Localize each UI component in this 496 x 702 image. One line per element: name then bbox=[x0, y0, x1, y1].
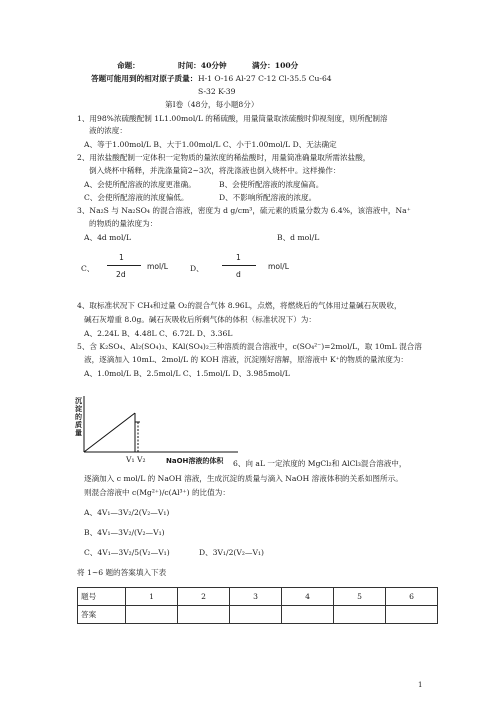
atomic-mass-values-1: H-1 O-16 Al-27 C-12 Cl-35.5 Cu-64 bbox=[198, 74, 332, 83]
answer-table-number: 2 bbox=[178, 588, 230, 606]
chart-tick-v2: V₂ bbox=[137, 455, 146, 464]
q5-stem-2: 液，逐滴加入 10mL、2mol/L 的 KOH 溶液，沉淀刚好溶解，原溶液中 K⁺的物质的量浓度为： bbox=[84, 355, 409, 364]
answer-cell[interactable] bbox=[126, 606, 178, 624]
q2-option-d: D、不影响所配溶液的浓度。 bbox=[219, 193, 317, 202]
q2-option-a: A、会使所配溶液的浓度更准确。 bbox=[84, 180, 196, 189]
answer-cell[interactable] bbox=[282, 606, 334, 624]
q3-option-d-fraction-bar bbox=[222, 265, 256, 266]
q3-option-c-label: C、 bbox=[81, 264, 95, 273]
q6-option-a: A、4V₁—3V₂/2(V₂—V₁) bbox=[84, 508, 170, 517]
q6-option-d: D、3V₁/2(V₂—V₁) bbox=[199, 548, 265, 557]
atomic-mass-values-2: S-32 K-39 bbox=[198, 87, 236, 96]
answer-cell[interactable] bbox=[334, 606, 386, 624]
section-title: 第Ⅰ卷（48分，每小题8分） bbox=[165, 100, 259, 109]
answer-table-number: 6 bbox=[386, 588, 438, 606]
q3-stem-2: 的物质的量浓度为： bbox=[89, 219, 158, 228]
q1-stem-1: 1、用98%浓硫酸配制 1L1.00mol/L 的稀硫酸，用量筒量取浓硫酸时仰视刻度，则所配制溶 bbox=[77, 114, 388, 123]
answer-table-number: 1 bbox=[126, 588, 178, 606]
q1-options: A、等于1.00mol/L B、大于1.00mol/L C、小于1.00mol/L D、无法确定 bbox=[84, 140, 337, 149]
q6-stem-2: 逐滴加入 c mol/L 的 NaOH 溶液，生成沉淀的质量与滴入 NaOH 溶液体积的关系如图所示。 bbox=[84, 474, 403, 483]
q3-option-c-unit: mol/L bbox=[147, 262, 168, 271]
q2-option-c: C、会使所配溶液的浓度偏低。 bbox=[84, 193, 189, 202]
exam-full-score: 满分：100分 bbox=[252, 61, 299, 70]
chart-x-label: NaOH溶液的体积 bbox=[166, 457, 224, 465]
answer-table-number: 4 bbox=[282, 588, 334, 606]
answer-cell[interactable] bbox=[386, 606, 438, 624]
q2-stem-2: 倒入烧杯中稀释，并洗涤量筒2~3次，将洗涤液也倒入烧杯中。这样操作： bbox=[89, 166, 341, 175]
q2-stem-1: 2、用浓盐酸配制一定体积一定物质的量浓度的稀盐酸时，用量筒准确量取所需浓盐酸， bbox=[77, 153, 371, 162]
answer-cell[interactable] bbox=[178, 606, 230, 624]
q3-option-a: A、4d mol/L bbox=[84, 233, 131, 242]
q2-option-b: B、会使所配溶液的浓度偏高。 bbox=[219, 180, 324, 189]
answer-cell[interactable] bbox=[230, 606, 282, 624]
exam-time: 时间：40分钟 bbox=[178, 61, 227, 70]
q4-options: A、2.24L B、4.48L C、6.72L D、3.36L bbox=[84, 329, 233, 338]
q3-option-d-unit: mol/L bbox=[268, 262, 289, 271]
q3-option-b: B、d mol/L bbox=[277, 233, 320, 242]
answer-table-number: 5 bbox=[334, 588, 386, 606]
q3-option-c-denominator: 2d bbox=[116, 270, 126, 279]
q6-option-c: C、4V₁—3V₂/5(V₂—V₁) bbox=[84, 548, 170, 557]
q4-stem-1: 4、取标准状况下 CH₄和过量 O₂的混合气体 8.96L，点燃，将燃烧后的气体用过量碱石灰吸收， bbox=[77, 301, 402, 310]
q3-option-d-denominator: d bbox=[236, 270, 241, 279]
q3-option-c-fraction-bar bbox=[107, 265, 141, 266]
q6-option-b: B、4V₁—3V₂/(V₂—V₁) bbox=[84, 528, 165, 537]
answer-table-number: 3 bbox=[230, 588, 282, 606]
answer-table-caption: 将 1~6 题的答案填入下表 bbox=[77, 568, 167, 577]
answer-table-header-row bbox=[78, 588, 438, 606]
q3-option-d-numerator: 1 bbox=[236, 253, 241, 262]
chart-y-label: 沉淀的质量 bbox=[75, 397, 82, 437]
chart-tick-v1: V₁ bbox=[126, 455, 135, 464]
page-number: 1 bbox=[418, 681, 423, 689]
chart-rise-line bbox=[84, 413, 135, 452]
q6-stem-3: 则混合溶液中 c(Mg²⁺)/c(Al³⁺) 的比值为： bbox=[84, 488, 230, 497]
q3-option-c-numerator: 1 bbox=[119, 253, 124, 262]
answer-table-answer-label: 答案 bbox=[78, 606, 126, 624]
exam-setter-label: 命题： bbox=[117, 61, 140, 70]
q3-option-d-label: D、 bbox=[190, 264, 204, 273]
q1-stem-2: 液的浓度： bbox=[89, 126, 127, 135]
answer-table-answer-row bbox=[78, 606, 438, 624]
q3-stem-1: 3、Na₂S 与 Na₂SO₄ 的混合溶液，密度为 d g/cm³，硫元素的质量分数为 6.4%，该溶液中，Na⁺ bbox=[77, 206, 411, 215]
q5-stem-1: 5、含 K₂SO₄、Al₂(SO₄)₃、KAl(SO₄)₂三种溶质的混合溶液中，c(SO₄²⁻)=2mol/L，取 10mL 混合溶 bbox=[77, 342, 422, 351]
q5-options: A、1.0mol/L B、2.5mol/L C、1.5mol/L D、3.985mol/L bbox=[84, 369, 290, 378]
atomic-mass-label: 答题可能用到的相对原子质量： bbox=[91, 74, 198, 83]
q4-stem-2: 碱石灰增重 8.0g。碱石灰吸收后所剩气体的体积（标准状况下）为： bbox=[84, 315, 316, 324]
answer-table bbox=[77, 587, 438, 624]
q6-stem-1: 6、向 aL 一定浓度的 MgCl₂和 AlCl₃混合溶液中， bbox=[233, 459, 407, 468]
answer-table-header-label: 题号 bbox=[78, 588, 126, 606]
